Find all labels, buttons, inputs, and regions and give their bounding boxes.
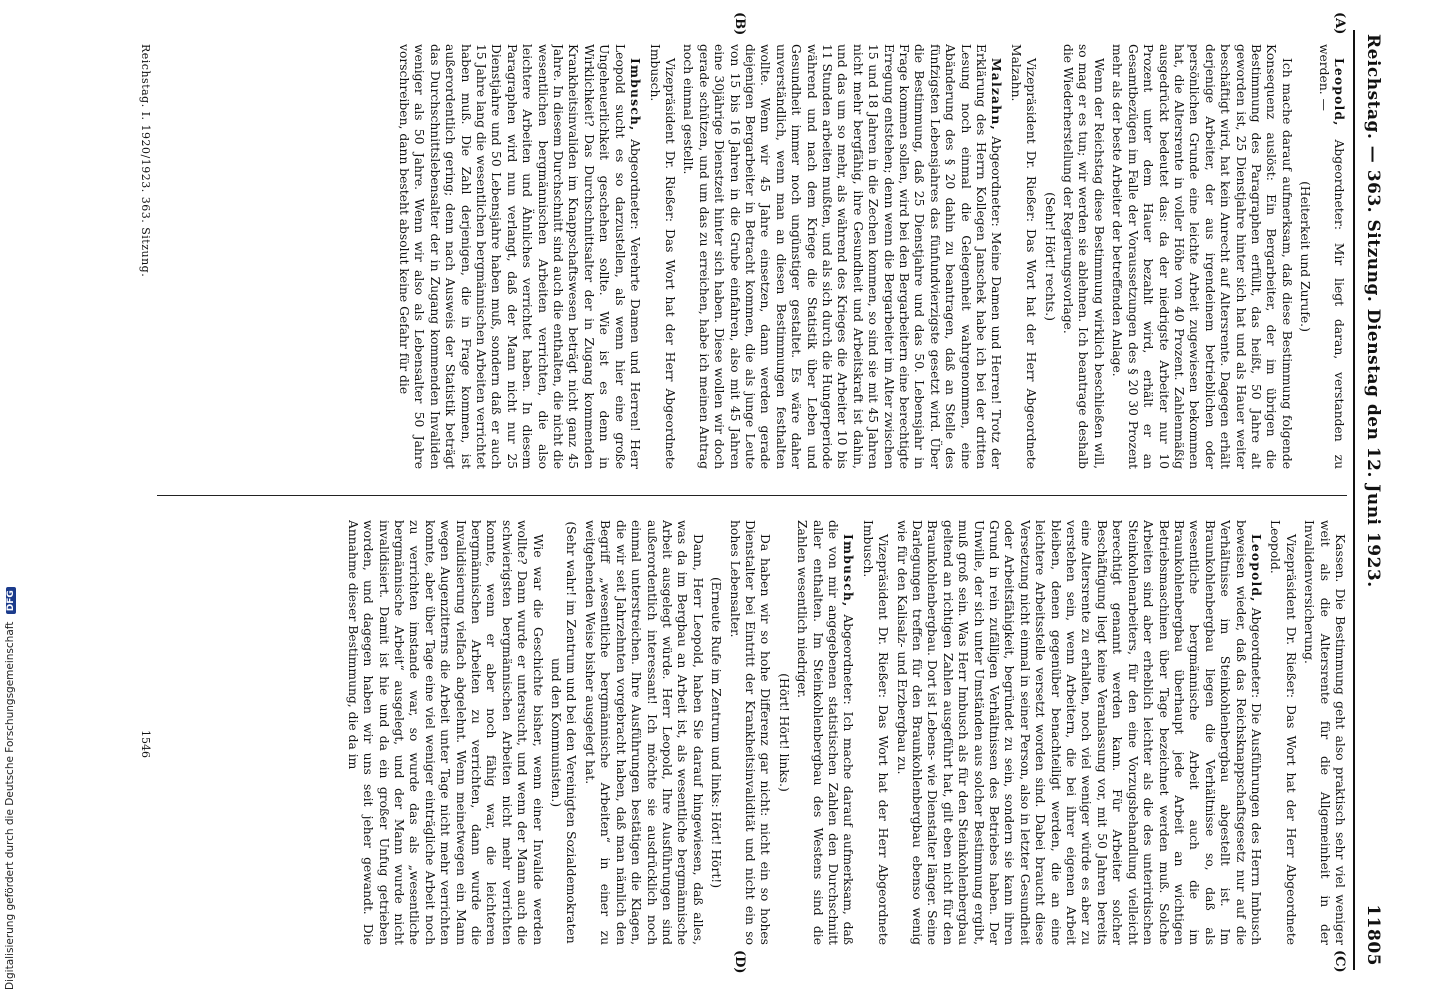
paragraph-text: Abgeordneter: Ich mache darauf aufmerksam, daß die von mir angegebenen statistischen Zahlen den Durchschnitt aller enthalten. Im Steinkohlenbergbau des Westens sind die Zahlen wesentlich niedriger. <box>795 520 856 945</box>
interjection: (Sehr wahr! im Zentrum und bei den Vereinigten Sozialdemokraten und den Kommunisten.) <box>549 521 579 944</box>
paragraph-text: Dann, Herr Leopold, haben Sie darauf hingewiesen, daß alles, was da im Bergbau an Arbeit ist, als wesentliche bergmännische Arbeit ausgelegt würde. Herr Leopold, Ihre Ausführungen sind außerordentlich interessant! Ich möchte sie ausdrücklich noch einmal unterstreichen. Ihre Ausführungen bestätigen die Klagen, die wir seit Jahrzehnten vorgebracht haben, daß man nämlich den Begriff „wesentliche bergmännische Arbeiten“ in einer zu weitgehenden Weise bisher ausgelegt hat. <box>582 520 705 945</box>
paragraph <box>396 44 644 469</box>
footer-source: Reichstag. I. 1920/1923. 363. Sitzung. <box>139 44 152 278</box>
speaker-name: Leopold, <box>1248 534 1264 603</box>
paragraph <box>726 520 772 945</box>
paragraph <box>1060 44 1106 469</box>
paragraph <box>794 520 857 945</box>
interjection: (Erneute Rufe im Zentrum und links: Hört! Hört!) <box>709 576 724 889</box>
speaker-name: Imbusch, <box>628 58 644 132</box>
paragraph-text: Wenn der Reichstag diese Bestimmung wirklich beschließen will, so mag er es tun; wir werden sie ablehnen. Ich beantrage deshalb die Wiederherstellung der Regierungsvorlage. <box>1061 44 1106 469</box>
funding-note-text: Digitalisierung gefördert durch die Deutsche Forschungsgemeinschaft <box>4 621 16 990</box>
page-content <box>47 12 1387 974</box>
left-column <box>162 44 1347 469</box>
paragraph <box>1007 44 1038 469</box>
paragraph <box>1267 520 1298 945</box>
paragraph-text: Vizepräsident Dr. Rießer: Das Wort hat der Herr Abgeordnete Malzahn. <box>1008 44 1039 469</box>
header-title: Reichstag. — 363. Sitzung. Dienstag den 12. Juni 1923. <box>1363 34 1383 588</box>
paragraph <box>646 44 677 469</box>
header-rule <box>1353 30 1355 970</box>
running-header <box>1355 30 1387 970</box>
paragraph-text: Abgeordneter: Mir liegt daran, verstanden zu werden. — <box>1316 44 1346 469</box>
paragraph-text: Vizepräsident Dr. Rießer: Das Wort hat der Herr Abgeordnete Imbusch. <box>860 520 891 945</box>
paragraph-text: Wie war die Geschichte bisher, wenn einer Invalide werden wollte? Dann wurde er untersucht, und wenn der Mann auch die schwierigsten bergmännischen Arbeiten nicht mehr verrichten konnte, wenn er aber noch fähig war, die leichteren bergmännischen Arbeiten zu verrichten, dann wurde die Invalidisierung vielfach abgelehnt. Wenn meinetwegen ein Mann wegen Augenzitterns die Arbeit unter Tage nicht mehr verrichten konnte, aber über Tage eine viel weniger einträgliche Arbeit noch zu verrichten imstande war, so wurde das als „wesentliche bergmännische Arbeit“ ausgelegt, und der Mann wurde nicht invalidisiert. Damit ist hie und da ein großer Unfug getrieben worden, und dagegen haben wir uns seit jeher gewandt. Die Annahme dieser Bestimmung, die da im <box>345 520 545 945</box>
speaker-name: Imbusch, <box>841 534 857 608</box>
paragraph-text: Vizepräsident Dr. Rießer: Das Wort hat der Herr Abgeordnete Imbusch. <box>647 44 677 469</box>
interjection: (Heiterkeit und Zurufe.) <box>1298 181 1313 332</box>
paragraph-text: Da haben wir so hohe Differenz gar nicht: nicht ein so hohes Dienstalter bei Eintritt der Krankheitsinvalidität und nicht ein so hohes Lebensalter. <box>727 520 773 945</box>
paragraph-text: Ich mache darauf aufmerksam, daß diese Bestimmung folgende Konsequenz auslöst: Ein Bergarbeiter, der im übrigen die Bestimmung des Paragraphen erfüllt, das heißt, 50 Jahre alt geworden ist, 25 Dienstjahre hinter sich hat und als Hauer weiter beschäftigt wird, hat kein Anrecht auf Altersrente. Dagegen erhält derjenige Arbeiter, der aus irgendeinem betrieblichen oder persönlichen Grunde eine leichte Arbeit zugewiesen bekommen hat, die Altersrente in voller Höhe von 40 Prozent. Zahlenmäßig ausgedrückt bedeutet das: da der niedrigste Arbeiter nur 10 Prozent unter dem Hauer bezahlt wird, erhält er an Gesamtbezügen im Falle der Voraussetzungen des § 20 30 Prozent mehr als der beste Arbeiter der betreffenden Anlage. <box>1110 44 1294 469</box>
dfg-logo-icon: DFG <box>6 587 16 614</box>
speaker-name: Leopold, <box>1332 58 1347 127</box>
footer-page-number: 1546 <box>139 730 152 758</box>
paragraph <box>680 44 1005 469</box>
paragraph <box>1301 520 1347 945</box>
paragraph <box>582 520 705 945</box>
paragraph <box>1315 44 1347 469</box>
margin-mark-a: (A) <box>1332 12 1347 35</box>
paragraph-text: Kassen. Die Bestimmung geht also praktisch sehr viel weniger weit als die Altersrente für die Allgemeinheit in der Invalidenversicherung. <box>1302 520 1347 945</box>
interjection: (Sehr! Hört! rechts.) <box>1042 192 1057 321</box>
margin-mark-b: (B) <box>732 12 747 36</box>
paragraph-text: Abgeordneter: Verehrte Damen und Herren! Herr Leopold sucht es so darzustellen, als wenn hier eine große Ungeheuerlichkeit geschehen sollte. Wie ist es denn in Wirklichkeit? Das Durchschnittsalter der in Zugang kommenden Krankheitsinvaliden im Knappschaftswesen beträgt nicht ganz 45 Jahre. In diesem Durchschnitt sind auch die enthalten, die nicht die wesentlichen bergmännischen Arbeiten verrichten, die also leichtere Arbeiten und Ähnliches verrichtet haben. In diesem Paragraphen wird nun verlangt, daß der Mann nicht nur 25 Dienstjahre und 50 Lebensjahre haben muß, sondern daß er auch 15 Jahre lang die wesentlichen bergmännischen Arbeiten verrichtet haben muß. Die Zahl derjenigen, die in Frage kommen, ist außerordentlich gering; denn nach Ausweis der Statistik beträgt das Durchschnittslebensalter der in Zugang kommenden Invaliden weniger als 50 Jahre. Wenn wir also als Lebensalter 50 Jahre vorschreiben, dann besteht absolut keine Gefahr für die <box>397 44 643 469</box>
margin-mark-c: (C) <box>1332 950 1347 973</box>
paragraph <box>893 520 1264 945</box>
margin-mark-d: (D) <box>732 950 747 974</box>
paragraph <box>344 520 544 945</box>
paragraph-text: Abgeordneter: Die Ausführungen des Herrn Imbusch beweisen wieder, daß das Reichsknappschaftsgesetz nur auf die Verhältnisse im Steinkohlenbergbau abgestellt ist. Im Braunkohlenbergbau liegen die Verhältnisse so, daß als wesentliche bergmännische Arbeit auch die im Braunkohlenbergbau überhaupt jede Arbeit an wichtigen Betriebsmaschinen über Tage bezeichnet werden muß. Solche Arbeiten sind aber erheblich leichter als die des unterirdischen Steinkohlenarbeiters, für den eine Vorzugsbehandlung vielleicht berechtigt genannt werden kann. Für Arbeiter solcher Beschäftigung liegt keine Veranlassung vor, mit 50 Jahren bereits eine Altersrente zu erhalten, noch viel weniger würde es aber zu verstehen sein, wenn Arbeitern, die bei ihrer eigenen Arbeit bleiben, denen gegenüber benachteiligt werden, die an eine leichtere Arbeitsstelle versetzt worden sind. Dabei braucht diese Versetzung nicht einmal in seiner Person, also in letzter Gesundheit oder Arbeitsfähigkeit, begründet zu sein, sondern sie kann ihren Grund in rein zufälligen Verhältnissen des Betriebes haben. Der Unwille, der sich unter Umständen aus solcher Bestimmung ergibt, muß groß sein. Was Herr Imbusch als für den Steinkohlenbergbau geltend an richtigen Zahlen ausgeführt hat, gilt eben nicht für den Braunkohlenbergbau. Dort ist Lebens- wie Dienstalter länger. Seine Darlegungen treffen für den Braunkohlenbergbau ebenso wenig wie für den Kalisalz- und Erzbergbau zu. <box>894 520 1263 945</box>
paragraph <box>859 520 890 945</box>
funding-note <box>0 0 24 1000</box>
paragraph-text: Vizepräsident Dr. Rießer: Das Wort hat der Herr Abgeordnete Leopold. <box>1268 520 1298 945</box>
paragraph <box>1109 44 1294 469</box>
column-divider <box>157 495 1347 496</box>
right-column <box>162 520 1347 945</box>
speaker-name: Malzahn, <box>989 58 1005 131</box>
page-number: 11805 <box>1363 904 1383 966</box>
paragraph-text: Abgeordneter: Meine Damen und Herren! Trotz der Erklärung des Herrn Kollegen Janschek habe ich bei der dritten Lesung noch einmal die Gelegenheit wahrgenommen, eine Abänderung des § 20 dahin zu beantragen, daß an Stelle des fünfzigsten Lebensjahres das fünfundvierzigste gesetzt wird. Über die Bestimmung, daß 25 Dienstjahre und das 50. Lebensjahr in Frage kommen sollen, wird bei den Bergarbeitern eine berechtigte Erregung entstehen; denn wenn die Bergarbeiter im Alter zwischen 15 und 18 Jahren in die Zechen kommen, so sind sie mit 45 Jahren nicht mehr bergfähig, ihre Gesundheit und Arbeitskraft ist dahin, und das um so mehr, als während des Krieges die Arbeiter 10 bis 11 Stunden arbeiten mußten, und als sich durch die Hungerperiode während und nach dem Kriege die Statistik über Leben und Gesundheit immer noch ungünstiger gestaltet. Es wäre daher unverständlich, wenn man an diesen Bestimmungen festhalten wollte. Wenn wir 45 Jahre einsetzen, dann werden gerade diejenigen Bergarbeiter in Betracht kommen, die als junge Leute von 15 bis 16 Jahren in die Grube einfahren, also mit 45 Jahren eine 30jährige Dienstzeit hinter sich haben. Diese wollen wir doch gerade schützen, und um das zu erreichen, habe ich meinen Antrag noch einmal gestellt. <box>681 44 1004 469</box>
interjection: (Hört! Hört! links.) <box>776 673 791 792</box>
